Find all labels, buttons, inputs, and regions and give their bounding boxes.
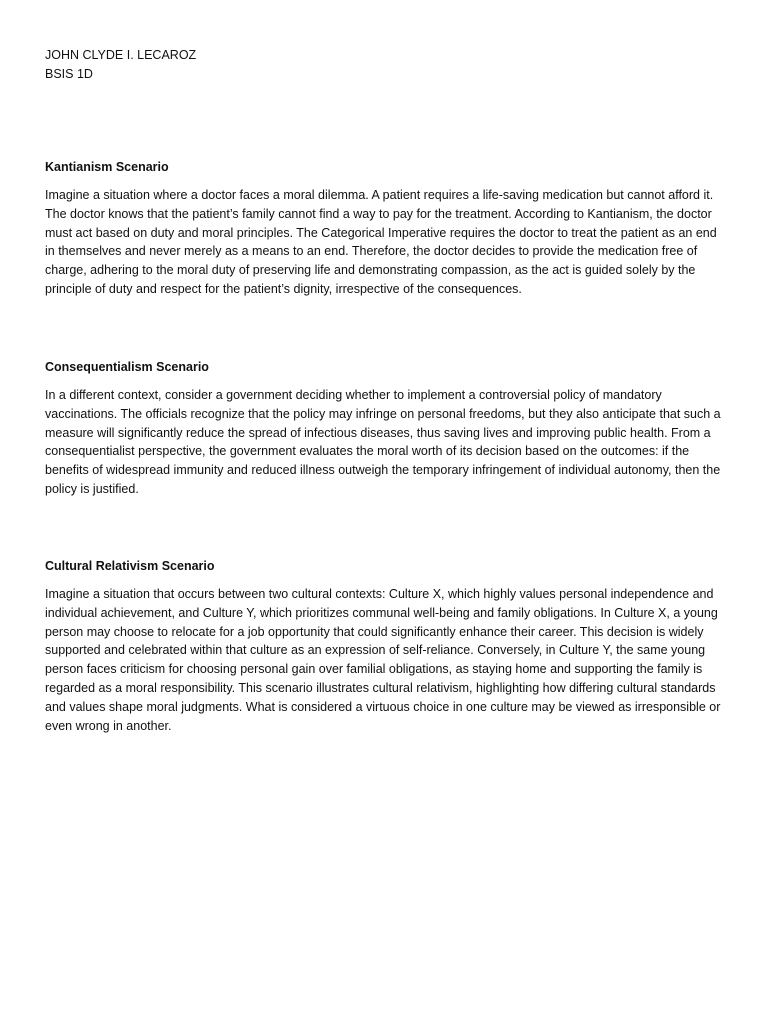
kantianism-section <box>45 158 725 299</box>
author-name: JOHN CLYDE I. LECAROZ <box>45 48 197 62</box>
consequentialism-paragraph: In a different context, consider a government deciding whether to implement a controversial policy of mandatory vaccinations. The officials recognize that the policy may infringe on personal freedoms, but they also anticipate that such a measure will significantly reduce the spread of infectious diseases, thus saving lives and improving public health. From a consequentialist perspective, the government evaluates the moral worth of its decision based on the outcomes: if the benefits of widespread immunity and reduced illness outweigh the temporary infringement of individual autonomy, then the policy is justified. <box>45 388 721 496</box>
cultural-relativism-heading: Cultural Relativism Scenario <box>45 559 215 573</box>
consequentialism-section <box>45 358 725 499</box>
cultural-relativism-paragraph: Imagine a situation that occurs between two cultural contexts: Culture X, which highly values personal independence and individual achievement, and Culture Y, which prioritizes communal well-being and family obligations. In Culture X, a young person may choose to relocate for a job opportunity that could significantly enhance their career. This decision is widely supported and celebrated within that culture as an expression of self-reliance. Conversely, in Culture Y, the same young person faces criticism for choosing personal gain over familial obligations, as staying home and supporting the family is regarded as a moral responsibility. This scenario illustrates cultural relativism, highlighting how differing cultural standards and values shape moral judgments. What is considered a virtuous choice in one culture may be viewed as irresponsible or even wrong in another. <box>45 587 721 733</box>
cultural-relativism-section <box>45 557 725 735</box>
consequentialism-heading: Consequentialism Scenario <box>45 360 209 374</box>
kantianism-heading: Kantianism Scenario <box>45 160 169 174</box>
kantianism-paragraph: Imagine a situation where a doctor faces a moral dilemma. A patient requires a life-saving medication but cannot afford it. The doctor knows that the patient’s family cannot find a way to pay for the treatment. According to Kantianism, the doctor must act based on duty and moral principles. The Categorical Imperative requires the doctor to treat the patient as an end in themselves and never merely as a means to an end. Therefore, the doctor decides to provide the medication free of charge, adhering to the moral duty of preserving life and demonstrating compassion, as the act is guided solely by the principle of duty and respect for the patient’s dignity, irrespective of the consequences. <box>45 188 717 296</box>
course-section: BSIS 1D <box>45 66 93 81</box>
document-page <box>45 46 725 733</box>
